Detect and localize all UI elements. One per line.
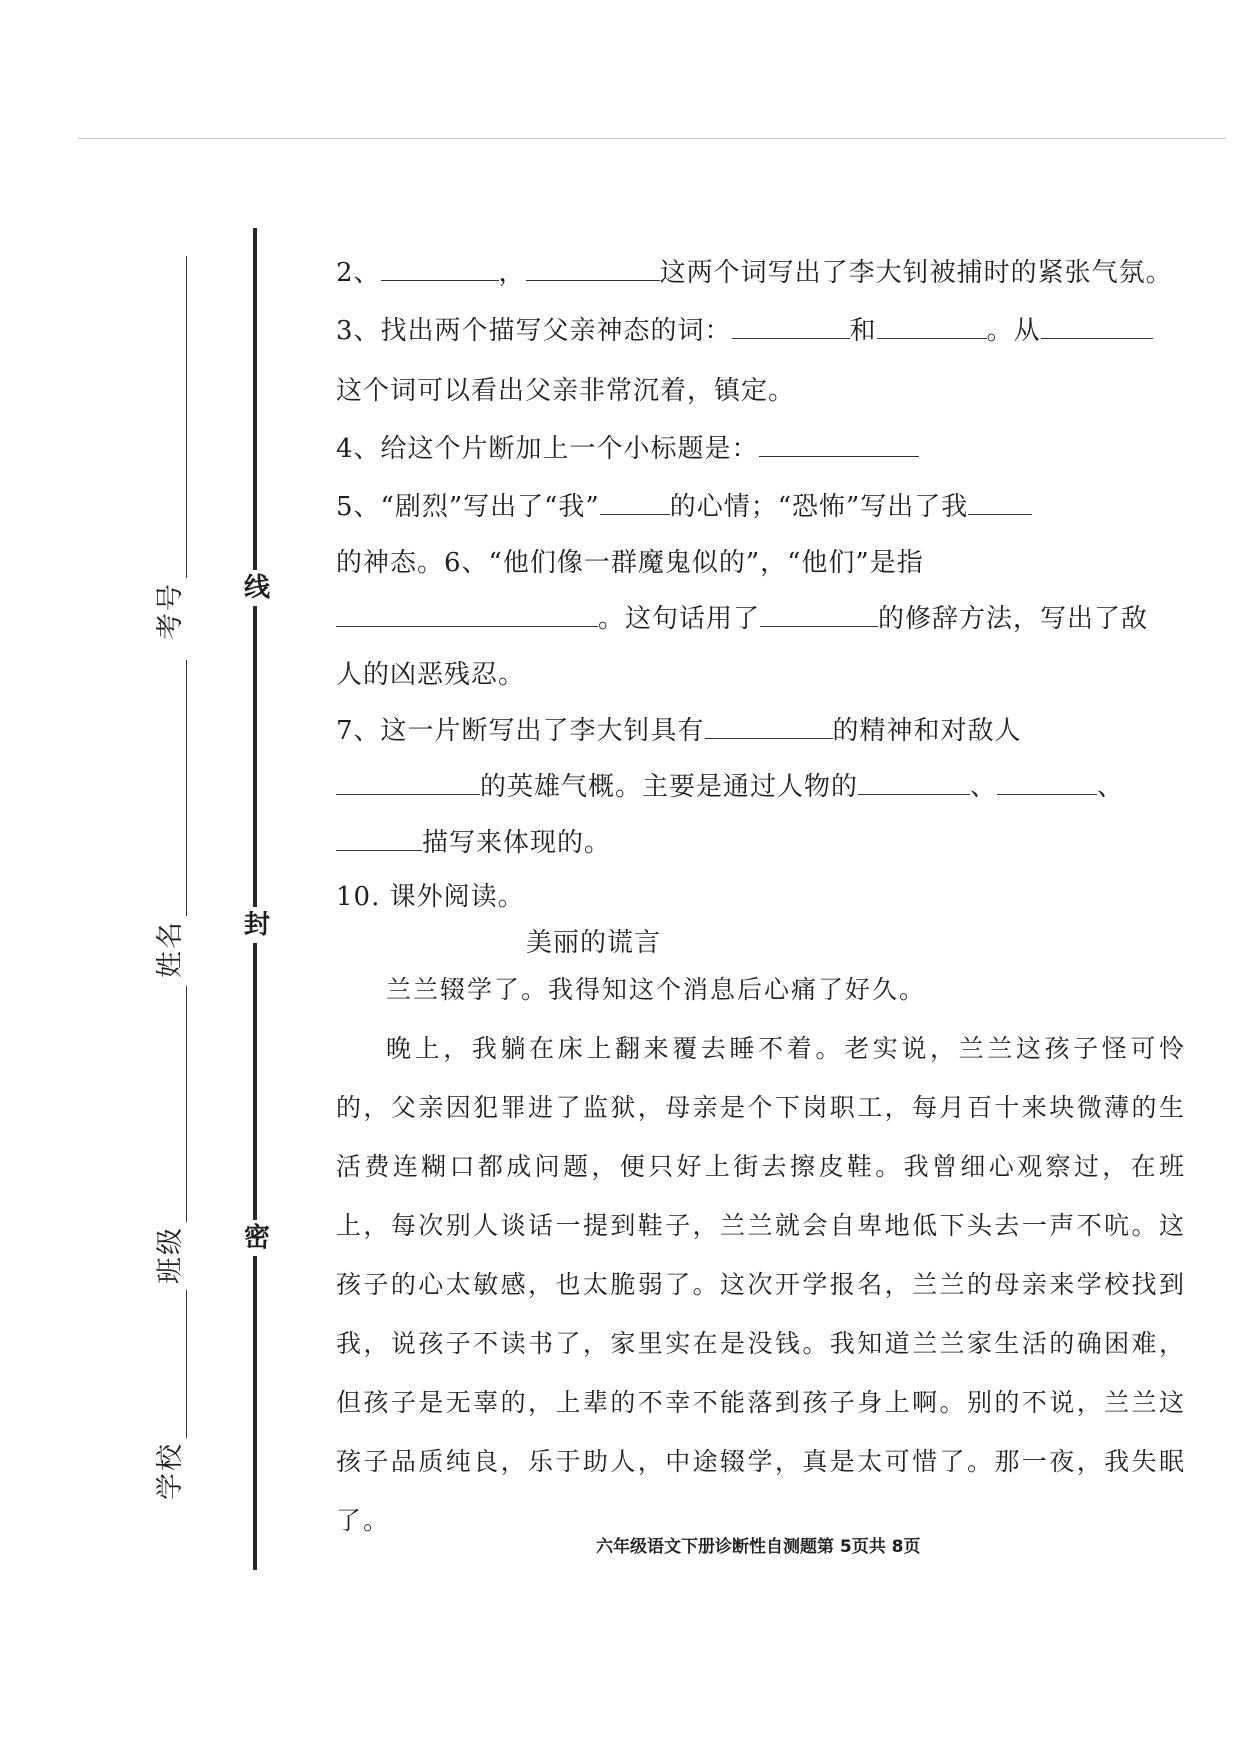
story-paragraph-1: 兰兰辍学了。我得知这个消息后心痛了好久。 [386, 975, 927, 1004]
question-2: 2、 ， 这两个词写出了李大钊被捕时的紧张气氛。 [336, 258, 1173, 288]
question-7: 7、这一片断写出了李大钊具有 的精神和对敌人 [336, 716, 1022, 746]
answer-blank[interactable] [760, 604, 878, 627]
binding-line [253, 228, 257, 1570]
question-7-end: 描写来体现的。 [336, 822, 611, 859]
question-10: 10. 课外阅读。 [336, 882, 525, 912]
page-footer: 六年级语文下册诊断性自测题第 5页共 8页 [596, 1537, 921, 1557]
answer-blank[interactable] [526, 258, 660, 281]
scan-edge [78, 138, 1226, 139]
answer-blank[interactable] [997, 772, 1097, 795]
answer-blank[interactable] [336, 828, 422, 851]
question-5: 5、“剧烈”写出了“我” 的心情；“恐怖”写出了我 [336, 486, 1032, 523]
question-7-cont: 的英雄气概。主要是通过人物的 、 、 [336, 766, 1124, 803]
name-label: 姓名 [155, 920, 186, 978]
answer-blank[interactable] [705, 716, 833, 739]
seal-char-mi: 密 [244, 1223, 271, 1253]
school-field [148, 1290, 187, 1500]
seal-char-feng: 封 [244, 910, 271, 940]
answer-blank[interactable] [759, 434, 919, 457]
name-blank[interactable] [162, 660, 187, 916]
question-6-cont: 。这句话用了 的修辞方法，写出了敌 [336, 598, 1148, 635]
class-blank[interactable] [162, 986, 187, 1222]
question-5-6: 的神态。6、“他们像一群魔鬼似的”，“他们”是指 [336, 548, 924, 578]
story-body [336, 960, 1186, 1550]
answer-blank[interactable] [336, 772, 480, 795]
answer-blank[interactable] [1041, 316, 1153, 339]
answer-blank[interactable] [381, 258, 499, 281]
question-6-end: 人的凶恶残忍。 [336, 660, 526, 690]
class-label: 班级 [155, 1226, 186, 1284]
exam-no-label: 考号 [155, 582, 186, 640]
school-label: 学校 [155, 1442, 186, 1500]
school-blank[interactable] [162, 1290, 187, 1438]
exam-no-blank[interactable] [162, 256, 187, 578]
answer-blank[interactable] [968, 492, 1032, 515]
answer-blank[interactable] [336, 604, 598, 627]
answer-blank[interactable] [732, 316, 850, 339]
answer-blank[interactable] [858, 772, 970, 795]
exam-no-field [148, 256, 187, 640]
seal-char-xian: 线 [244, 573, 271, 603]
name-field [148, 660, 187, 978]
question-3: 3、找出两个描写父亲神态的词： 和 。从 [336, 310, 1153, 347]
answer-blank[interactable] [877, 316, 987, 339]
class-field [148, 986, 187, 1284]
question-3-cont: 这个词可以看出父亲非常沉着，镇定。 [336, 376, 796, 406]
question-4: 4、给这个片断加上一个小标题是： [336, 428, 919, 465]
story-paragraph-2: 晚上，我躺在床上翻来覆去睡不着。老实说，兰兰这孩子怪可怜的，父亲因犯罪进了监狱，母亲是个下岗职工，每月百十来块微薄的生活费连糊口都成问题，便只好上街去擦皮鞋。我曾细心观察过，在班上，每次别人谈话一提到鞋子，兰兰就会自卑地低下头去一声不吭。这孩子的心太敏感，也太脆弱了。这次开学报名，兰兰的母亲来学校找到我，说孩子不读书了，家里实在是没钱。我知道兰兰家生活的确困难，但孩子是无辜的，上辈的不幸不能落到孩子身上啊。别的不说，兰兰这孩子品质纯良，乐于助人，中途辍学，真是太可惜了。那一夜，我失眠了。 [336, 1034, 1186, 1535]
answer-blank[interactable] [600, 492, 670, 515]
story-title: 美丽的谎言 [526, 928, 662, 958]
